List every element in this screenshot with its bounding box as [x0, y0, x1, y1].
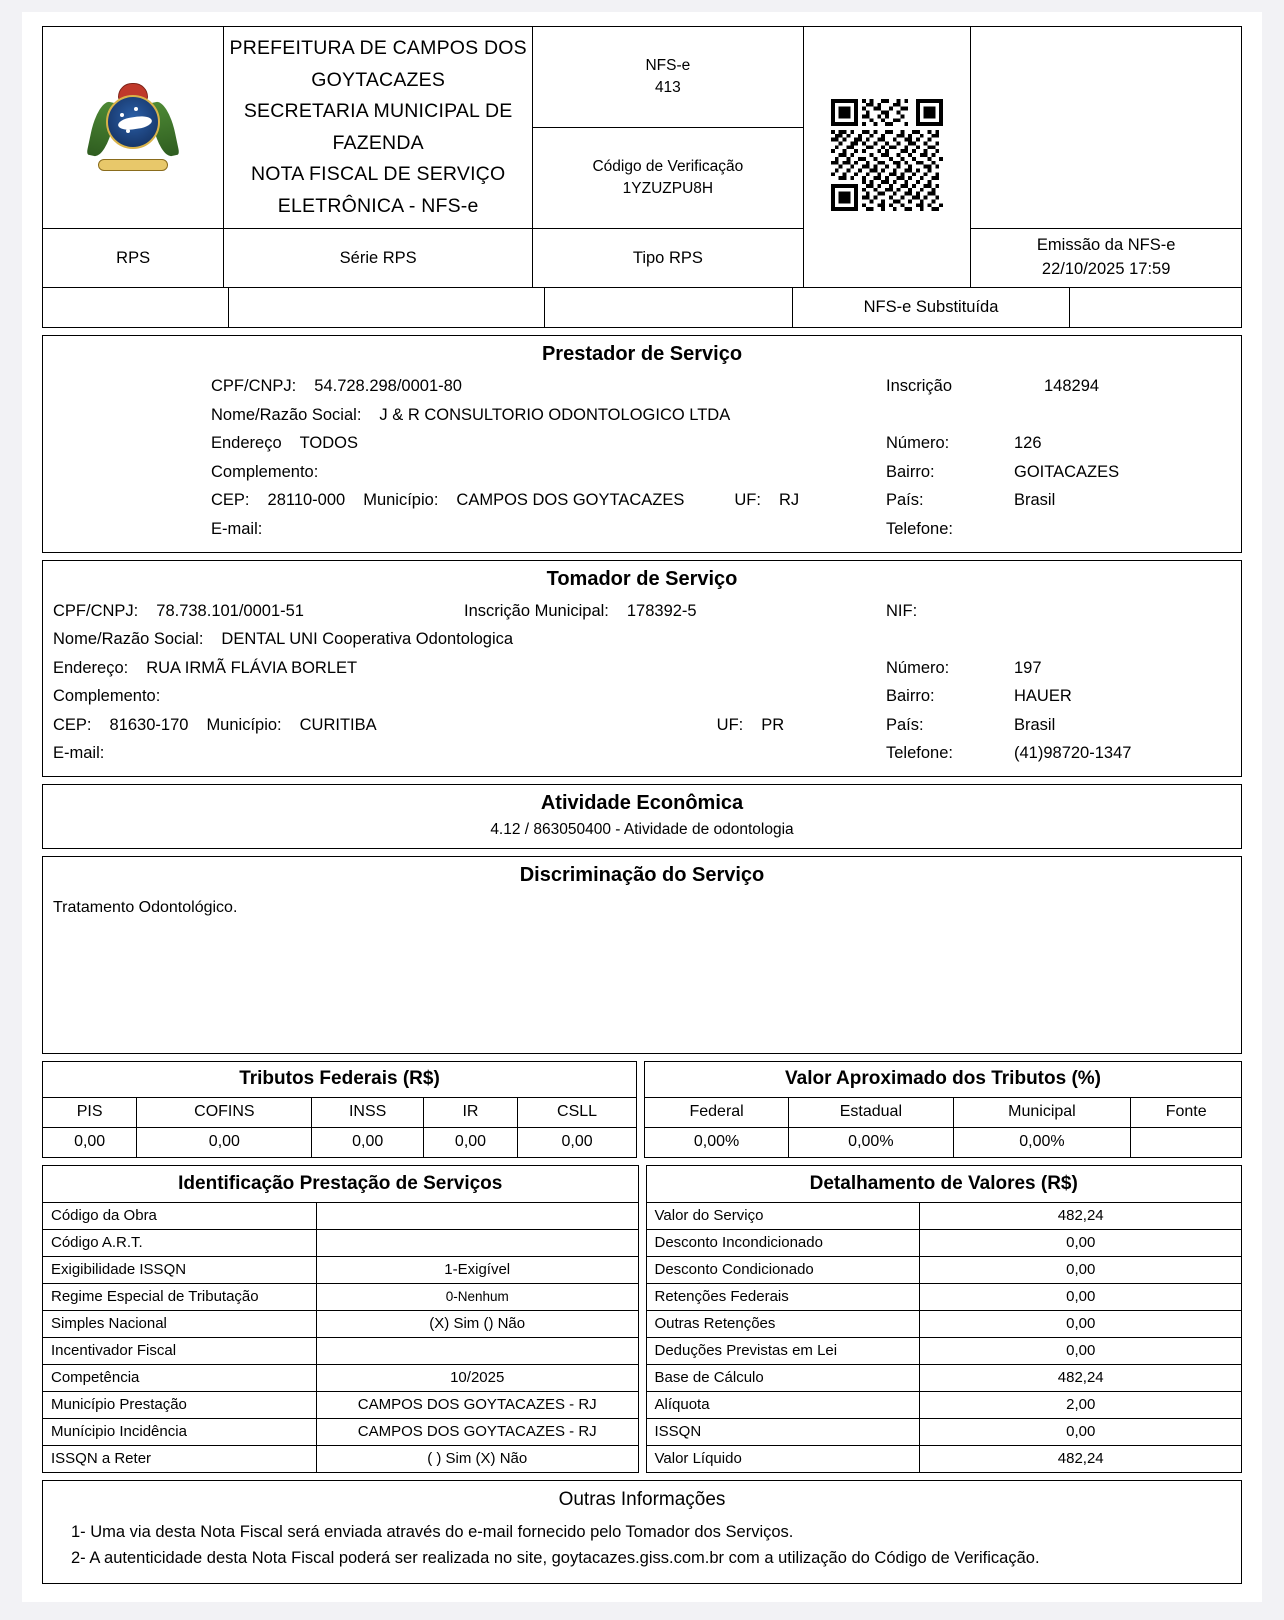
th-fonte: Fonte [1131, 1097, 1242, 1127]
det-label-6: Base de Cálculo [646, 1364, 920, 1391]
verification-label: Código de Verificação [592, 157, 744, 175]
tomador-im-value: 178392-5 [626, 601, 697, 620]
table-row [43, 1391, 639, 1418]
table-row [43, 1283, 639, 1310]
prestador-nome-label: Nome/Razão Social: [211, 405, 362, 424]
table-row [646, 1337, 1242, 1364]
ident-label-6: Competência [43, 1364, 317, 1391]
qr-code-cell [803, 27, 971, 288]
det-label-3: Retenções Federais [646, 1283, 920, 1310]
tomador-municipio-label: Município: [206, 715, 282, 734]
td-estadual: 0,00% [789, 1127, 953, 1157]
prestador-numero-value: 126 [1014, 434, 1042, 453]
prestador-section [42, 335, 1242, 552]
th-municipal: Municipal [953, 1097, 1131, 1127]
tomador-numero-value: 197 [1014, 658, 1042, 677]
det-label-0: Valor do Serviço [646, 1202, 920, 1229]
th-ir: IR [423, 1097, 517, 1127]
tomador-email-label: E-mail: [53, 744, 105, 763]
th-federal: Federal [645, 1097, 789, 1127]
det-value-2: 0,00 [920, 1256, 1242, 1283]
tomador-bairro-label: Bairro: [886, 687, 935, 706]
ident-value-0 [316, 1202, 638, 1229]
prestador-telefone-label: Telefone: [886, 519, 953, 538]
prestador-inscricao-value: 148294 [1044, 377, 1100, 396]
tributos-federais-title: Tributos Federais (R$) [43, 1061, 637, 1097]
rps-value [43, 288, 229, 328]
ident-label-4: Simples Nacional [43, 1310, 317, 1337]
document-header [42, 26, 1242, 288]
ident-label-3: Regime Especial de Tributação [43, 1283, 317, 1310]
table-row [43, 1229, 639, 1256]
table-row [43, 1256, 639, 1283]
ident-label-1: Código A.R.T. [43, 1229, 317, 1256]
th-estadual: Estadual [789, 1097, 953, 1127]
brasao-icon [90, 77, 176, 173]
tomador-pais-value: Brasil [1014, 715, 1056, 734]
identificacao-title: Identificação Prestação de Serviços [43, 1165, 639, 1202]
outras-info-line-1: 1- Uma via desta Nota Fiscal será enviada através do e-mail fornecido pelo Tomador dos Serviços. [71, 1522, 794, 1541]
table-row [646, 1283, 1242, 1310]
tomador-complemento-label: Complemento: [53, 687, 161, 706]
qr-code-icon [831, 99, 943, 211]
title-line-2: SECRETARIA MUNICIPAL DE FAZENDA [243, 100, 513, 154]
table-row [43, 1418, 639, 1445]
ident-value-9: ( ) Sim (X) Não [316, 1445, 638, 1472]
rps-substituida-row [42, 287, 1242, 328]
tributos-row [42, 1061, 1242, 1158]
rps-cell [43, 229, 224, 288]
prestador-title: Prestador de Serviço [541, 343, 743, 366]
verification-cell [533, 128, 804, 229]
table-row [646, 1310, 1242, 1337]
detalhamento-table [646, 1165, 1243, 1473]
identificacao-table [42, 1165, 639, 1473]
td-pis: 0,00 [43, 1127, 137, 1157]
prestador-pais-value: Brasil [1014, 491, 1056, 510]
outras-informacoes-section [42, 1480, 1242, 1585]
serie-rps-value [228, 288, 545, 328]
ident-value-2: 1-Exigível [316, 1256, 638, 1283]
title-line-3: NOTA FISCAL DE SERVIÇO ELETRÔNICA - NFS-e [250, 163, 506, 217]
det-label-2: Desconto Condicionado [646, 1256, 920, 1283]
nfse-document [22, 12, 1262, 1602]
det-label-5: Deduções Previstas em Lei [646, 1337, 920, 1364]
tomador-numero-label: Número: [886, 658, 950, 677]
tributos-federais-table [42, 1061, 637, 1158]
ident-label-8: Munícipio Incidência [43, 1418, 317, 1445]
table-row [646, 1391, 1242, 1418]
prestador-bairro-label: Bairro: [886, 462, 935, 481]
ident-label-9: ISSQN a Reter [43, 1445, 317, 1472]
verification-code: 1YZUZPU8H [622, 180, 714, 198]
det-label-1: Desconto Incondicionado [646, 1229, 920, 1256]
prestador-cep-label: CEP: [211, 491, 250, 510]
valor-aproximado-table [644, 1061, 1242, 1158]
tomador-uf-label: UF: [716, 715, 744, 734]
prestador-nome-value: J & R CONSULTORIO ODONTOLOGICO LTDA [379, 405, 731, 424]
nfse-number-cell [533, 27, 804, 128]
table-row [646, 1364, 1242, 1391]
det-label-7: Alíquota [646, 1391, 920, 1418]
tomador-pais-label: País: [886, 715, 924, 734]
det-value-0: 482,24 [920, 1202, 1242, 1229]
th-cofins: COFINS [137, 1097, 312, 1127]
ident-value-6: 10/2025 [316, 1364, 638, 1391]
outras-informacoes-title: Outras Informações [558, 1488, 726, 1510]
tomador-uf-value: PR [761, 715, 785, 734]
td-fonte [1131, 1127, 1242, 1157]
tomador-im-label: Inscrição Municipal: [463, 601, 609, 620]
ident-value-3: 0-Nenhum [316, 1283, 638, 1310]
tipo-rps-label: Tipo RPS [632, 248, 703, 267]
td-ir: 0,00 [423, 1127, 517, 1157]
ident-label-5: Incentivador Fiscal [43, 1337, 317, 1364]
tipo-rps-cell [533, 229, 804, 288]
det-label-8: ISSQN [646, 1418, 920, 1445]
prestador-endereco-value: TODOS [299, 434, 359, 453]
outras-info-line-2: 2- A autenticidade desta Nota Fiscal poderá ser realizada no site, goytacazes.giss.com.br com a utilização do Código de Verificação. [71, 1549, 1040, 1568]
ident-label-0: Código da Obra [43, 1202, 317, 1229]
prestador-uf-value: RJ [778, 491, 800, 510]
document-title [224, 27, 533, 229]
det-value-4: 0,00 [920, 1310, 1242, 1337]
tomador-nif-label: NIF: [886, 601, 918, 620]
ident-value-5 [316, 1337, 638, 1364]
det-value-7: 2,00 [920, 1391, 1242, 1418]
tipo-rps-value [545, 288, 792, 328]
ident-value-7: CAMPOS DOS GOYTACAZES - RJ [316, 1391, 638, 1418]
valor-aproximado-title: Valor Aproximado dos Tributos (%) [645, 1061, 1242, 1097]
prestador-cnpj-value: 54.728.298/0001-80 [314, 377, 462, 396]
prestador-municipio-label: Município: [363, 491, 439, 510]
prestador-email-label: E-mail: [211, 519, 263, 538]
ident-label-7: Município Prestação [43, 1391, 317, 1418]
tomador-nome-value: DENTAL UNI Cooperativa Odontologica [221, 630, 514, 649]
table-row [43, 1310, 639, 1337]
table-row [646, 1229, 1242, 1256]
det-value-9: 482,24 [920, 1445, 1242, 1472]
th-csll: CSLL [518, 1097, 637, 1127]
prestador-pais-label: País: [886, 491, 924, 510]
table-row [646, 1202, 1242, 1229]
det-value-6: 482,24 [920, 1364, 1242, 1391]
prestador-complemento-label: Complemento: [211, 462, 319, 481]
prestador-endereco-label: Endereço [211, 434, 282, 453]
tomador-nome-label: Nome/Razão Social: [53, 630, 204, 649]
serie-rps-cell [224, 229, 533, 288]
det-value-1: 0,00 [920, 1229, 1242, 1256]
atividade-value: 4.12 / 863050400 - Atividade de odontologia [490, 820, 794, 838]
td-federal: 0,00% [645, 1127, 789, 1157]
prestador-cnpj-label: CPF/CNPJ: [211, 377, 297, 396]
tomador-section [42, 560, 1242, 777]
atividade-title: Atividade Econômica [540, 791, 744, 814]
rps-label: RPS [116, 248, 151, 267]
table-row [646, 1418, 1242, 1445]
det-label-4: Outras Retenções [646, 1310, 920, 1337]
tomador-cnpj-value: 78.738.101/0001-51 [156, 601, 304, 620]
ident-value-8: CAMPOS DOS GOYTACAZES - RJ [316, 1418, 638, 1445]
prestador-bairro-value: GOITACAZES [1014, 462, 1120, 481]
table-row [43, 1337, 639, 1364]
emission-label: Emissão da NFS-e [1036, 236, 1176, 255]
td-municipal: 0,00% [953, 1127, 1131, 1157]
ident-value-4: (X) Sim () Não [316, 1310, 638, 1337]
ident-label-2: Exigibilidade ISSQN [43, 1256, 317, 1283]
tomador-cnpj-label: CPF/CNPJ: [53, 601, 139, 620]
tomador-cep-label: CEP: [53, 715, 92, 734]
atividade-section [42, 784, 1242, 849]
tomador-telefone-label: Telefone: [886, 744, 953, 763]
discriminacao-title: Discriminação do Serviço [519, 863, 765, 886]
detalhamento-title: Detalhamento de Valores (R$) [646, 1165, 1242, 1202]
tomador-bairro-value: HAUER [1014, 687, 1072, 706]
prestador-inscricao-label: Inscrição [886, 377, 953, 396]
prestador-uf-label: UF: [734, 491, 761, 510]
prestador-cep-value: 28110-000 [267, 491, 346, 510]
discriminacao-text: Tratamento Odontológico. [53, 898, 238, 916]
table-row [646, 1256, 1242, 1283]
prestador-municipio-value: CAMPOS DOS GOYTACAZES [456, 491, 685, 510]
table-row [43, 1445, 639, 1472]
tomador-endereco-label: Endereço: [53, 658, 129, 677]
tomador-title: Tomador de Serviço [546, 567, 738, 590]
det-value-5: 0,00 [920, 1337, 1242, 1364]
table-row [646, 1445, 1242, 1472]
tomador-endereco-value: RUA IRMÃ FLÁVIA BORLET [146, 658, 358, 677]
serie-rps-label: Série RPS [339, 248, 417, 267]
th-inss: INSS [312, 1097, 423, 1127]
nfse-substituida-label: NFS-e Substituída [792, 288, 1070, 328]
det-value-8: 0,00 [920, 1418, 1242, 1445]
emission-date: 22/10/2025 17:59 [1041, 260, 1171, 279]
identificacao-detalhamento-row [42, 1165, 1242, 1473]
prestador-numero-label: Número: [886, 434, 950, 453]
discriminacao-section [42, 856, 1242, 1054]
table-row [43, 1202, 639, 1229]
nfse-label: NFS-e [645, 56, 691, 74]
td-inss: 0,00 [312, 1127, 423, 1157]
det-value-3: 0,00 [920, 1283, 1242, 1310]
det-label-9: Valor Líquido [646, 1445, 920, 1472]
th-pis: PIS [43, 1097, 137, 1127]
tomador-cep-value: 81630-170 [109, 715, 189, 734]
title-line-1: PREFEITURA DE CAMPOS DOS GOYTACAZES [229, 37, 527, 91]
ident-value-1 [316, 1229, 638, 1256]
crest-cell [43, 27, 224, 229]
table-row [43, 1364, 639, 1391]
td-cofins: 0,00 [137, 1127, 312, 1157]
tomador-telefone-value: (41)98720-1347 [1014, 744, 1132, 763]
emission-cell [971, 229, 1242, 288]
nfse-number: 413 [654, 79, 681, 97]
td-csll: 0,00 [518, 1127, 637, 1157]
tomador-municipio-value: CURITIBA [299, 715, 377, 734]
